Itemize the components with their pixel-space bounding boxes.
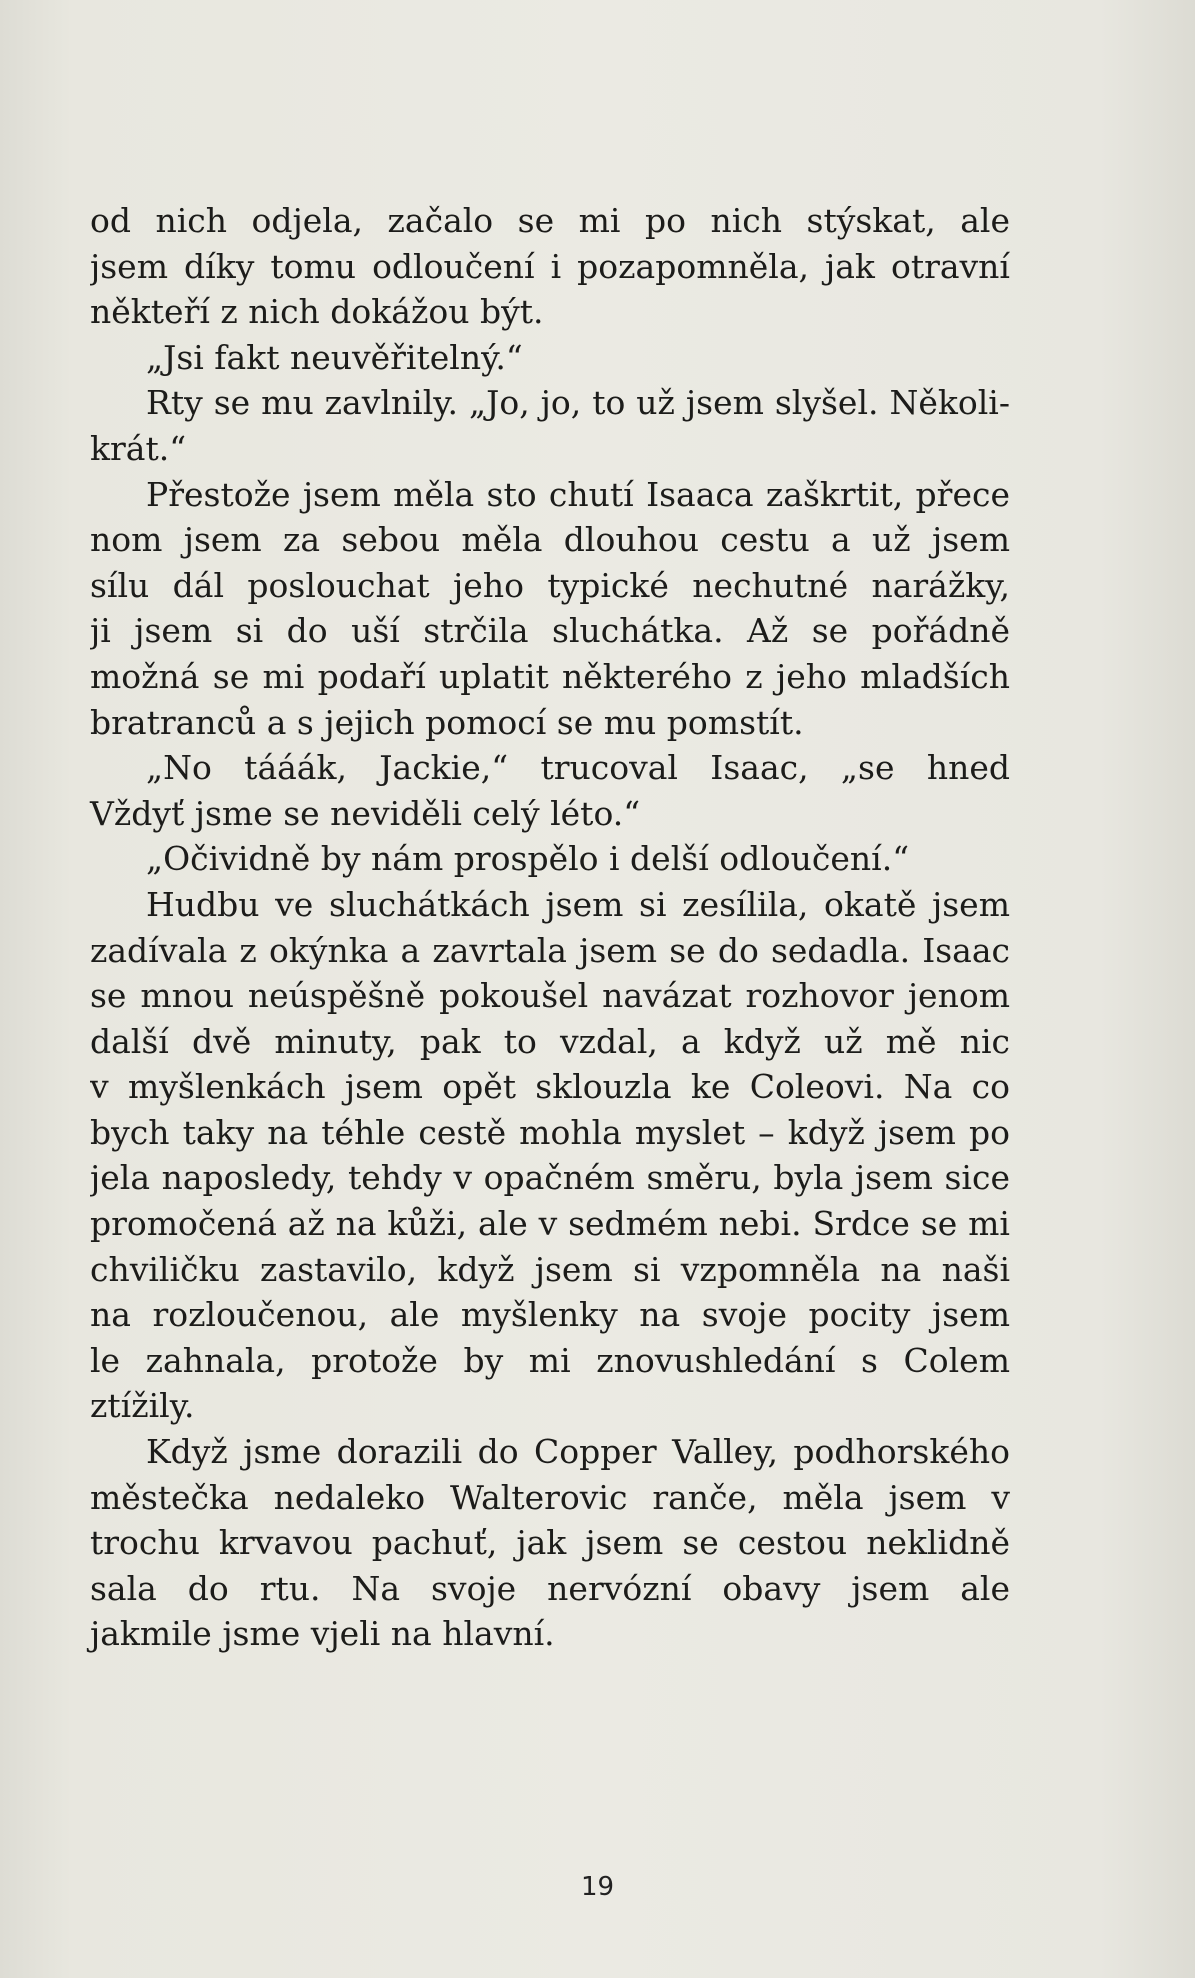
text-line: „Jsi fakt neuvěřitelný.“ [146, 337, 523, 377]
text-line: trochu krvavou pachuť, jak jsem se cestou neklidně [90, 1523, 1010, 1563]
text-line: Vždyť jsme se neviděli celý léto.“ [90, 793, 641, 833]
text-line: ztížily. [90, 1386, 195, 1426]
text-line: zadívala z okýnka a zavrtala jsem se do sedadla. Isaac [90, 930, 1010, 970]
page-number: 19 [580, 1872, 615, 1902]
text-line: městečka nedaleko Walterovic ranče, měla jsem v [90, 1477, 1010, 1517]
text-line: se mnou neúspěšně pokoušel navázat rozhovor jenom [90, 976, 1010, 1016]
text-line: na rozloučenou, ale myšlenky na svoje pocity jsem [90, 1295, 1010, 1335]
text-line: promočená až na kůži, ale v sedmém nebi. Srdce se mi [90, 1204, 1010, 1244]
text-line: chviličku zastavilo, když jsem si vzpomněla na naši [90, 1249, 1010, 1289]
text-line: od nich odjela, začalo se mi po nich stýskat, ale [90, 201, 1010, 240]
text-line: další dvě minuty, pak to vzdal, a když už mě nic [90, 1021, 1010, 1061]
text-line: možná se mi podaří uplatit některého z jeho mladších [90, 656, 1010, 696]
text-line: sílu dál poslouchat jeho typické nechutné narážky, [90, 565, 1010, 605]
text-line: nom jsem za sebou měla dlouhou cestu a už jsem [90, 520, 1010, 560]
text-line: „No tááák, Jackie,“ trucoval Isaac, „se hned [146, 748, 1010, 788]
text-line: v myšlenkách jsem opět sklouzla ke Coleovi. Na co [90, 1067, 1010, 1107]
text-line: jela naposledy, tehdy v opačném směru, byla jsem sice [90, 1158, 1010, 1198]
text-line: „Očividně by nám prospělo i delší odloučení.“ [146, 839, 910, 879]
text-line: Hudbu ve sluchátkách jsem si zesílila, okatě jsem [146, 884, 1010, 924]
body-text [90, 198, 1010, 1657]
text-line: Když jsme dorazili do Copper Valley, podhorského [146, 1432, 1010, 1472]
text-line: Rty se mu zavlnily. „Jo, jo, to už jsem slyšel. Několi- [146, 383, 1010, 423]
text-line: sala do rtu. Na svoje nervózní obavy jsem ale [90, 1568, 1010, 1608]
text-line: jsem díky tomu odloučení i pozapomněla, jak otravní [90, 246, 1010, 286]
text-line: bratranců a s jejich pomocí se mu pomstít. [90, 702, 804, 742]
text-line: le zahnala, protože by mi znovushledání s Colem [90, 1340, 1010, 1380]
text-line: Přestože jsem měla sto chutí Isaaca zaškrtit, přece [146, 474, 1010, 514]
text-line: jakmile jsme vjeli na hlavní. [90, 1614, 555, 1654]
text-line: krát.“ [90, 428, 187, 468]
text-line: někteří z nich dokážou být. [90, 292, 544, 332]
text-line: bych taky na téhle cestě mohla myslet – když jsem po [90, 1112, 1010, 1152]
text-line: ji jsem si do uší strčila sluchátka. Až se pořádně [90, 611, 1010, 651]
